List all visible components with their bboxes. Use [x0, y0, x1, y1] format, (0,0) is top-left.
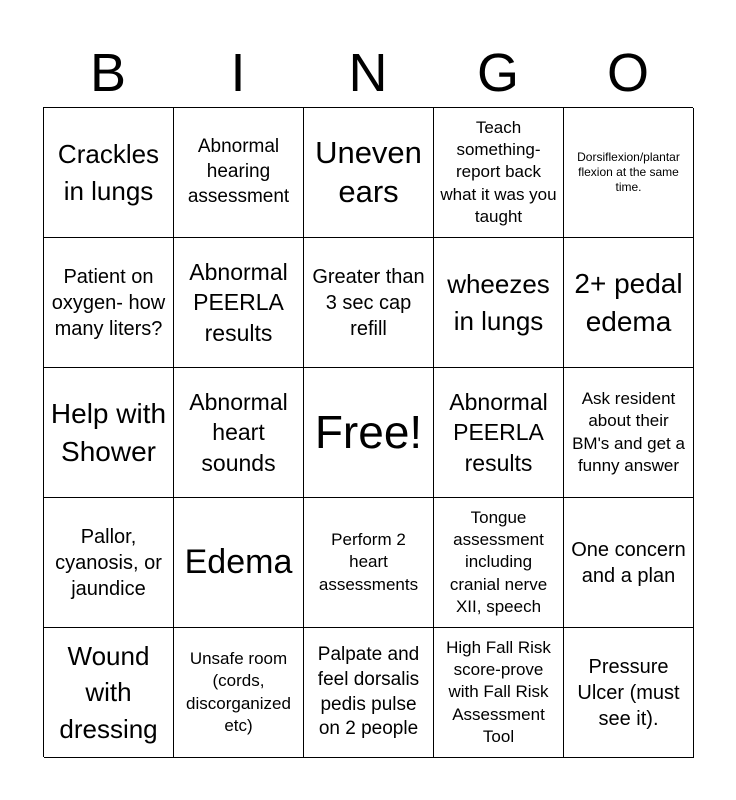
cell-text: One concern and a plan: [571, 538, 686, 587]
header-letter-n: N: [348, 43, 388, 103]
bingo-header: [43, 38, 693, 108]
bingo-cell[interactable]: [434, 368, 564, 498]
bingo-cell[interactable]: [434, 238, 564, 368]
bingo-cell[interactable]: [304, 238, 434, 368]
cell-text: Tongue assessment including cranial nerve XII, speech: [449, 508, 548, 616]
bingo-cell[interactable]: [434, 108, 564, 238]
cell-text: Crackles in lungs: [57, 139, 160, 206]
bingo-cell[interactable]: [174, 238, 304, 368]
bingo-cell[interactable]: [434, 498, 564, 628]
bingo-cell[interactable]: [44, 368, 174, 498]
bingo-cell[interactable]: [304, 498, 434, 628]
bingo-board: [43, 107, 693, 757]
cell-text: Pallor, cyanosis, or jaundice: [55, 525, 162, 600]
cell-text: Abnormal PEERLA results: [449, 388, 548, 476]
bingo-cell[interactable]: [174, 628, 304, 758]
cell-text: Wound with dressing: [59, 640, 158, 744]
header-letter-b: B: [89, 43, 127, 103]
free-space[interactable]: [304, 368, 434, 498]
bingo-cell[interactable]: [434, 628, 564, 758]
cell-text: Perform 2 heart assessments: [318, 530, 419, 594]
header-letter-i: I: [230, 43, 246, 103]
header-letter-g: G: [476, 43, 519, 103]
cell-text: Patient on oxygen- how many liters?: [51, 265, 166, 340]
cell-text: Free!: [314, 406, 423, 459]
cell-text: Uneven ears: [315, 134, 422, 209]
cell-text: Abnormal heart sounds: [189, 388, 288, 476]
bingo-cell[interactable]: [304, 108, 434, 238]
bingo-cell[interactable]: [564, 498, 694, 628]
cell-text: Abnormal PEERLA results: [189, 258, 288, 346]
cell-text: Dorsiflexion/plantar flexion at the same time.: [577, 150, 680, 194]
cell-text: 2+ pedal edema: [574, 267, 683, 337]
bingo-cell[interactable]: [564, 108, 694, 238]
cell-text: Abnormal hearing assessment: [187, 136, 290, 207]
bingo-cell[interactable]: [174, 368, 304, 498]
cell-text: Ask resident about their BM's and get a funny answer: [572, 389, 685, 475]
cell-text: Greater than 3 sec cap refill: [312, 265, 425, 340]
cell-text: Unsafe room (cords, discorganized etc): [186, 649, 291, 735]
bingo-cell[interactable]: [174, 498, 304, 628]
bingo-cell[interactable]: [44, 238, 174, 368]
bingo-cell[interactable]: [44, 498, 174, 628]
cell-text: Pressure Ulcer (must see it).: [577, 655, 680, 730]
header-letter-o: O: [606, 43, 649, 103]
cell-text: Palpate and feel dorsalis pedis pulse on 2 people: [317, 644, 420, 740]
bingo-cell[interactable]: [304, 628, 434, 758]
cell-text: High Fall Risk score-prove with Fall Risk Assessment Tool: [446, 638, 551, 746]
bingo-cell[interactable]: [174, 108, 304, 238]
cell-text: Edema: [184, 543, 293, 582]
bingo-cell[interactable]: [44, 108, 174, 238]
cell-text: Help with Shower: [50, 397, 167, 467]
bingo-cell[interactable]: [564, 238, 694, 368]
bingo-cell[interactable]: [44, 628, 174, 758]
bingo-cell[interactable]: [564, 628, 694, 758]
bingo-cell[interactable]: [564, 368, 694, 498]
cell-text: Teach something-report back what it was you taught: [440, 118, 557, 226]
cell-text: wheezes in lungs: [447, 269, 550, 336]
